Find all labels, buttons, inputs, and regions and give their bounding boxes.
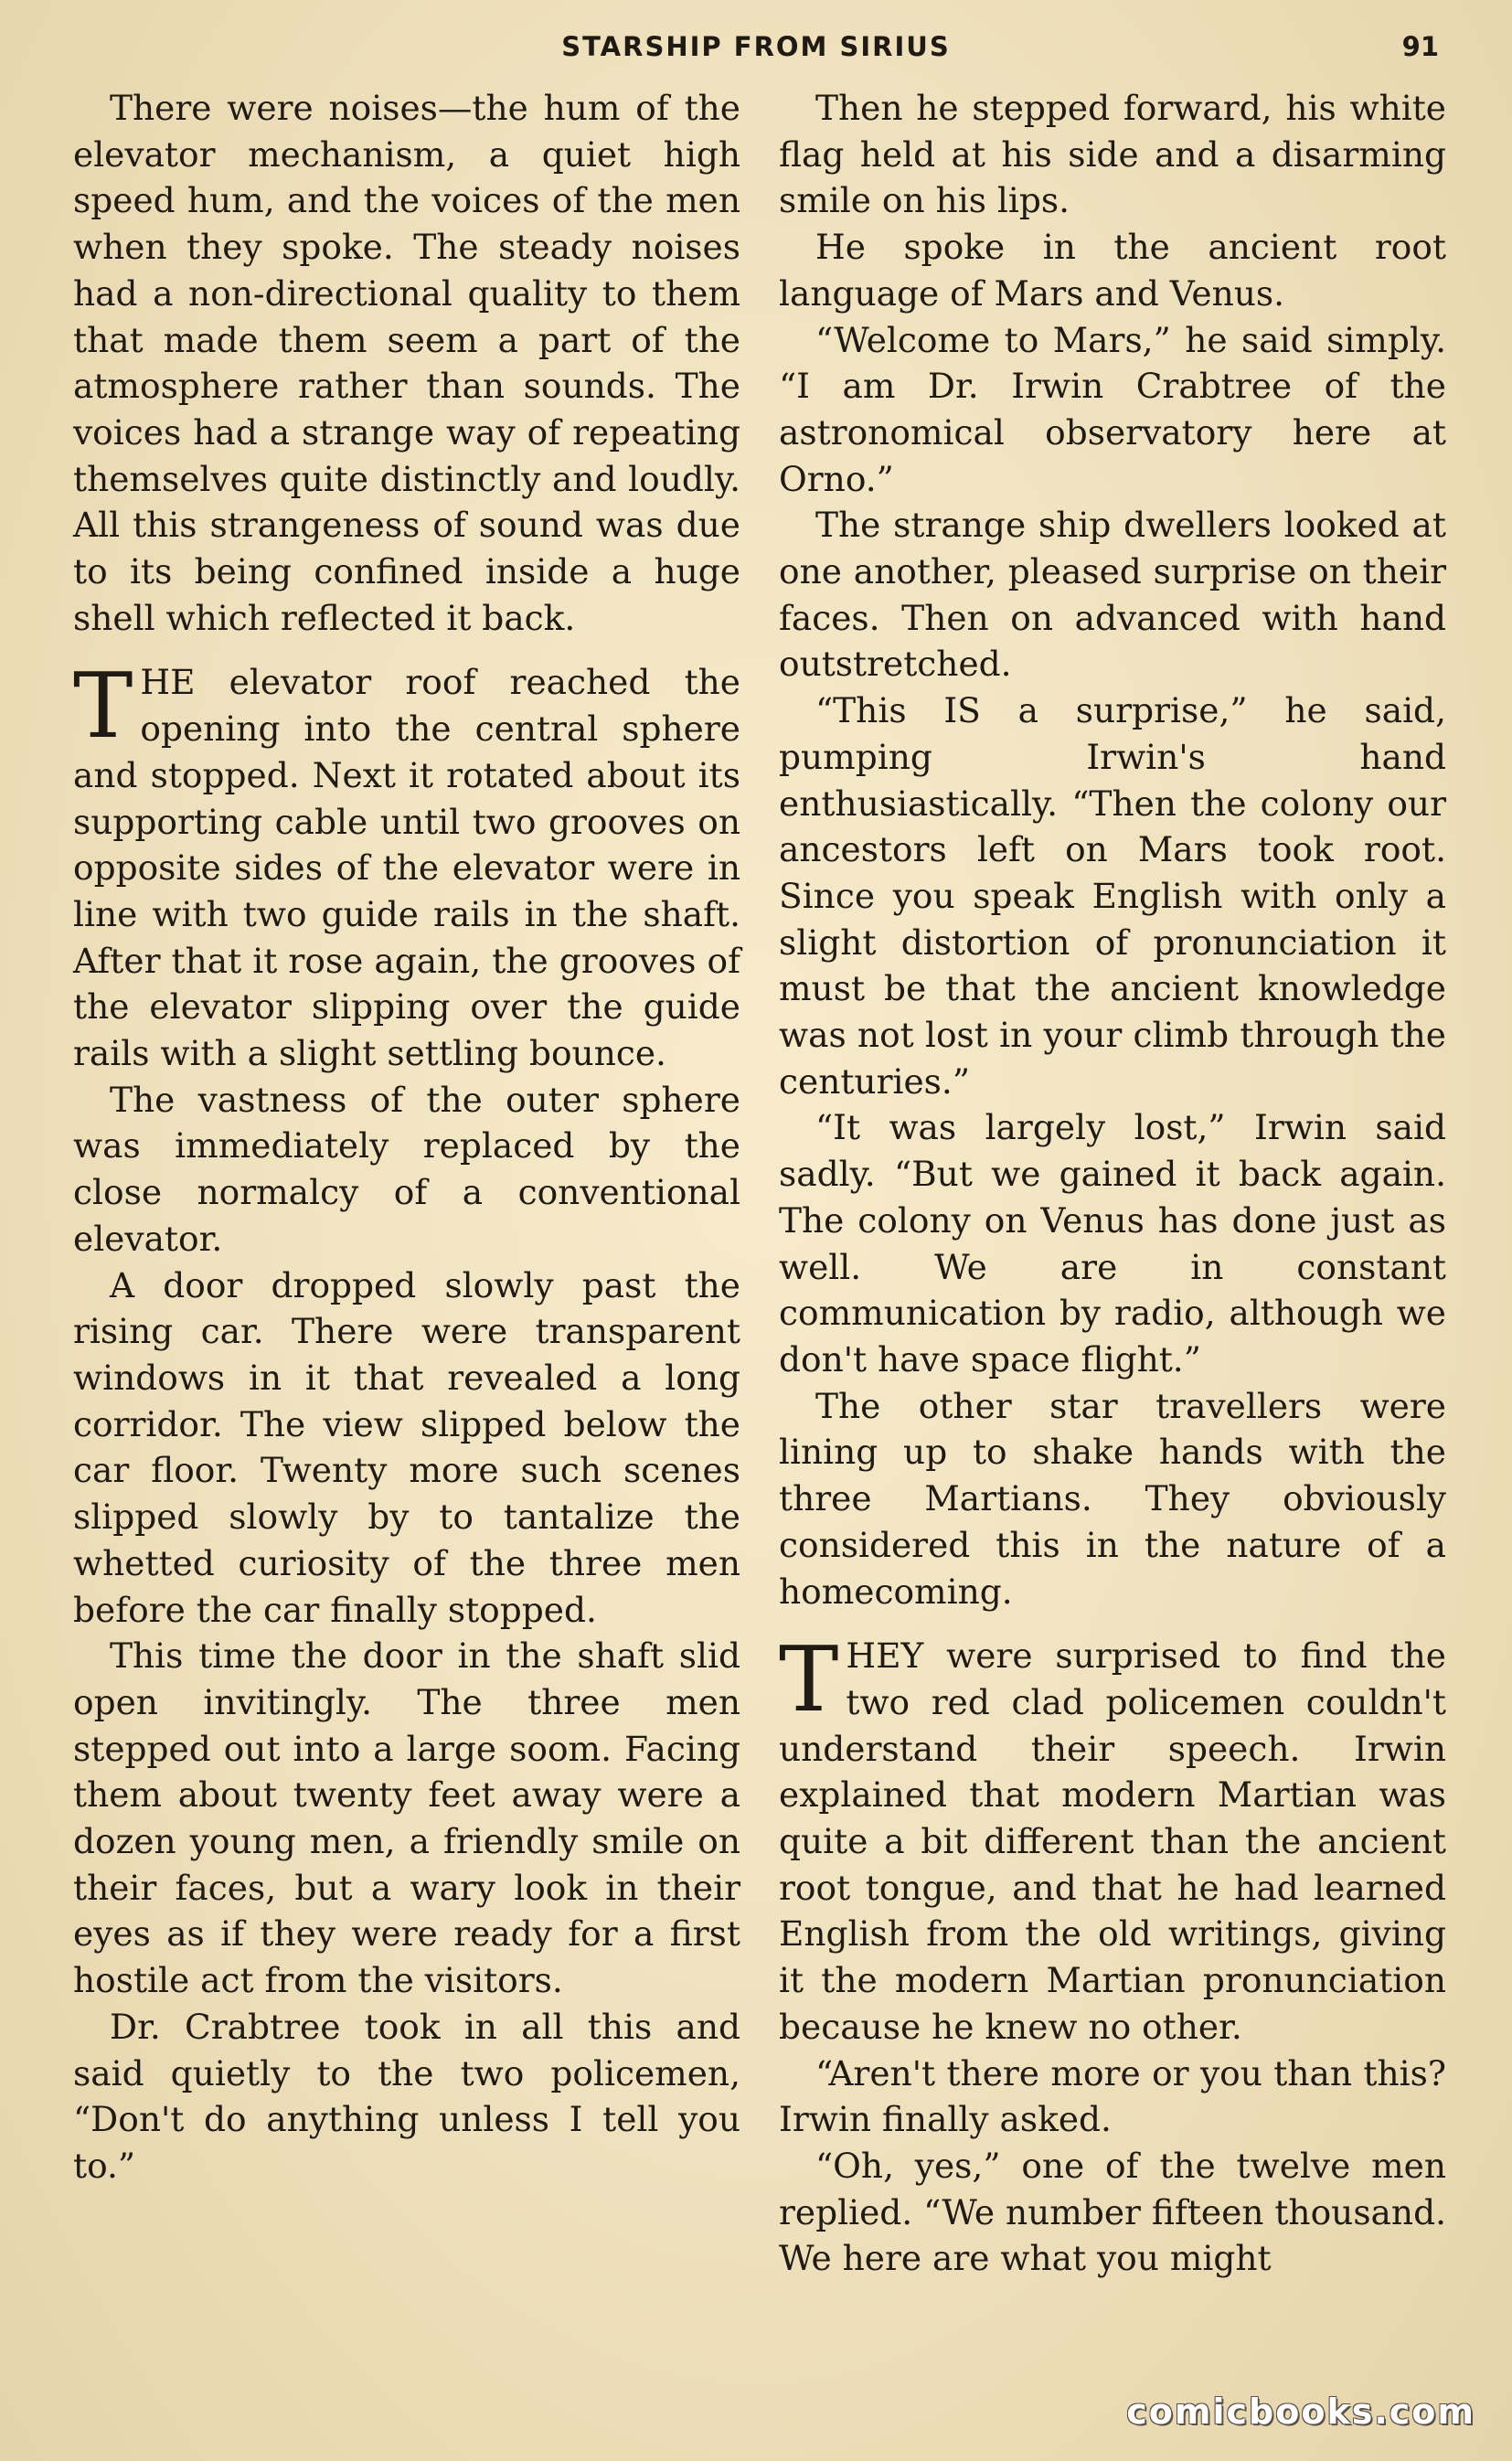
paragraph: The other star travellers were lining up to shake hands with the three Martians. They obviously considered this in the nature of a homecoming.	[779, 1385, 1446, 1612]
paragraph-text: HE elevator roof reached the opening into the central sphere and stopped. Next it rotated about its supporting cable until two grooves on opposite sides of the elevator were in line with two guide rails in the shaft. After that it rose again, the grooves of the elevator slipping over the guide rails with a slight settling bounce.	[73, 662, 740, 1074]
drop-cap: T	[779, 1628, 839, 1733]
paragraph: Then he stepped forward, his white flag held at his side and a disarming smile on his lips.	[779, 88, 1446, 221]
page-number: 91	[1401, 31, 1439, 62]
paragraph-text: HEY were surprised to find the two red clad policemen couldn't understand their speech. Irwin explained that modern Martian was quite a bit different than the ancient root tongue, and that he had learned English from the old writings, giving it the modern Martian pronunciation because he knew no other.	[779, 1635, 1446, 2047]
paragraph: A door dropped slowly past the rising car. There were transparent windows in it that revealed a long corridor. The view slipped below the car floor. Twenty more such scenes slipped slowly by to tantalize the whetted curiosity of the three men before the car finally stopped.	[73, 1264, 740, 1630]
paragraph: There were noises—the hum of the elevator mechanism, a quiet high speed hum, and the voices of the men when they spoke. The steady noises had a non-directional quality to them that made them seem a part of the atmosphere rather than sounds. The voices had a strange way of repeating themselves quite distinctly and loudly. All this strangeness of sound was due to its being confined inside a huge shell which reflected it back.	[73, 88, 740, 638]
page-header	[73, 31, 1439, 71]
paragraph: “This IS a surprise,” he said, pumping Irwin's hand enthusiastically. “Then the colony our ancestors left on Mars took root. Since you speak English with only a slight distortion of pronunciation it must be that the ancient knowledge was not lost in your climb through the centuries.”	[779, 690, 1446, 1102]
left-column	[73, 85, 740, 2189]
paragraph: The vastness of the outer sphere was immediately replaced by the close normalcy of a conventional elevator.	[73, 1079, 740, 1259]
running-title: STARSHIP FROM SIRIUS	[561, 31, 951, 62]
right-column	[779, 85, 1446, 2282]
paragraph: “Welcome to Mars,” he said simply. “I am Dr. Irwin Crabtree of the astronomical observatory here at Orno.”	[779, 319, 1446, 499]
paragraph: The strange ship dwellers looked at one another, pleased surprise on their faces. Then on advanced with hand outstretched.	[779, 505, 1446, 685]
paragraph: He spoke in the ancient root language of Mars and Venus.	[779, 227, 1446, 314]
section-paragraph	[779, 1628, 1446, 2050]
paragraph: This time the door in the shaft slid open invitingly. The three men stepped out into a large soom. Facing them about twenty feet away were a dozen young men, a friendly smile on their faces, but a wary look in their eyes as if they were ready for a first hostile act from the visitors.	[73, 1635, 740, 2001]
paragraph: Dr. Crabtree took in all this and said quietly to the two policemen, “Don't do anything unless I tell you to.”	[73, 2006, 740, 2186]
section-paragraph	[73, 655, 740, 1076]
paragraph: “Oh, yes,” one of the twelve men replied. “We number fifteen thousand. We here are what you might	[779, 2145, 1446, 2279]
drop-cap: T	[73, 655, 133, 760]
paragraph: “It was largely lost,” Irwin said sadly. “But we gained it back again. The colony on Venus has done just as well. We are in constant communication by radio, although we don't have space flight.”	[779, 1107, 1446, 1380]
watermark-logo: comicbooks.com	[1126, 2392, 1475, 2432]
paragraph: “Aren't there more or you than this? Irwin finally asked.	[779, 2052, 1446, 2140]
